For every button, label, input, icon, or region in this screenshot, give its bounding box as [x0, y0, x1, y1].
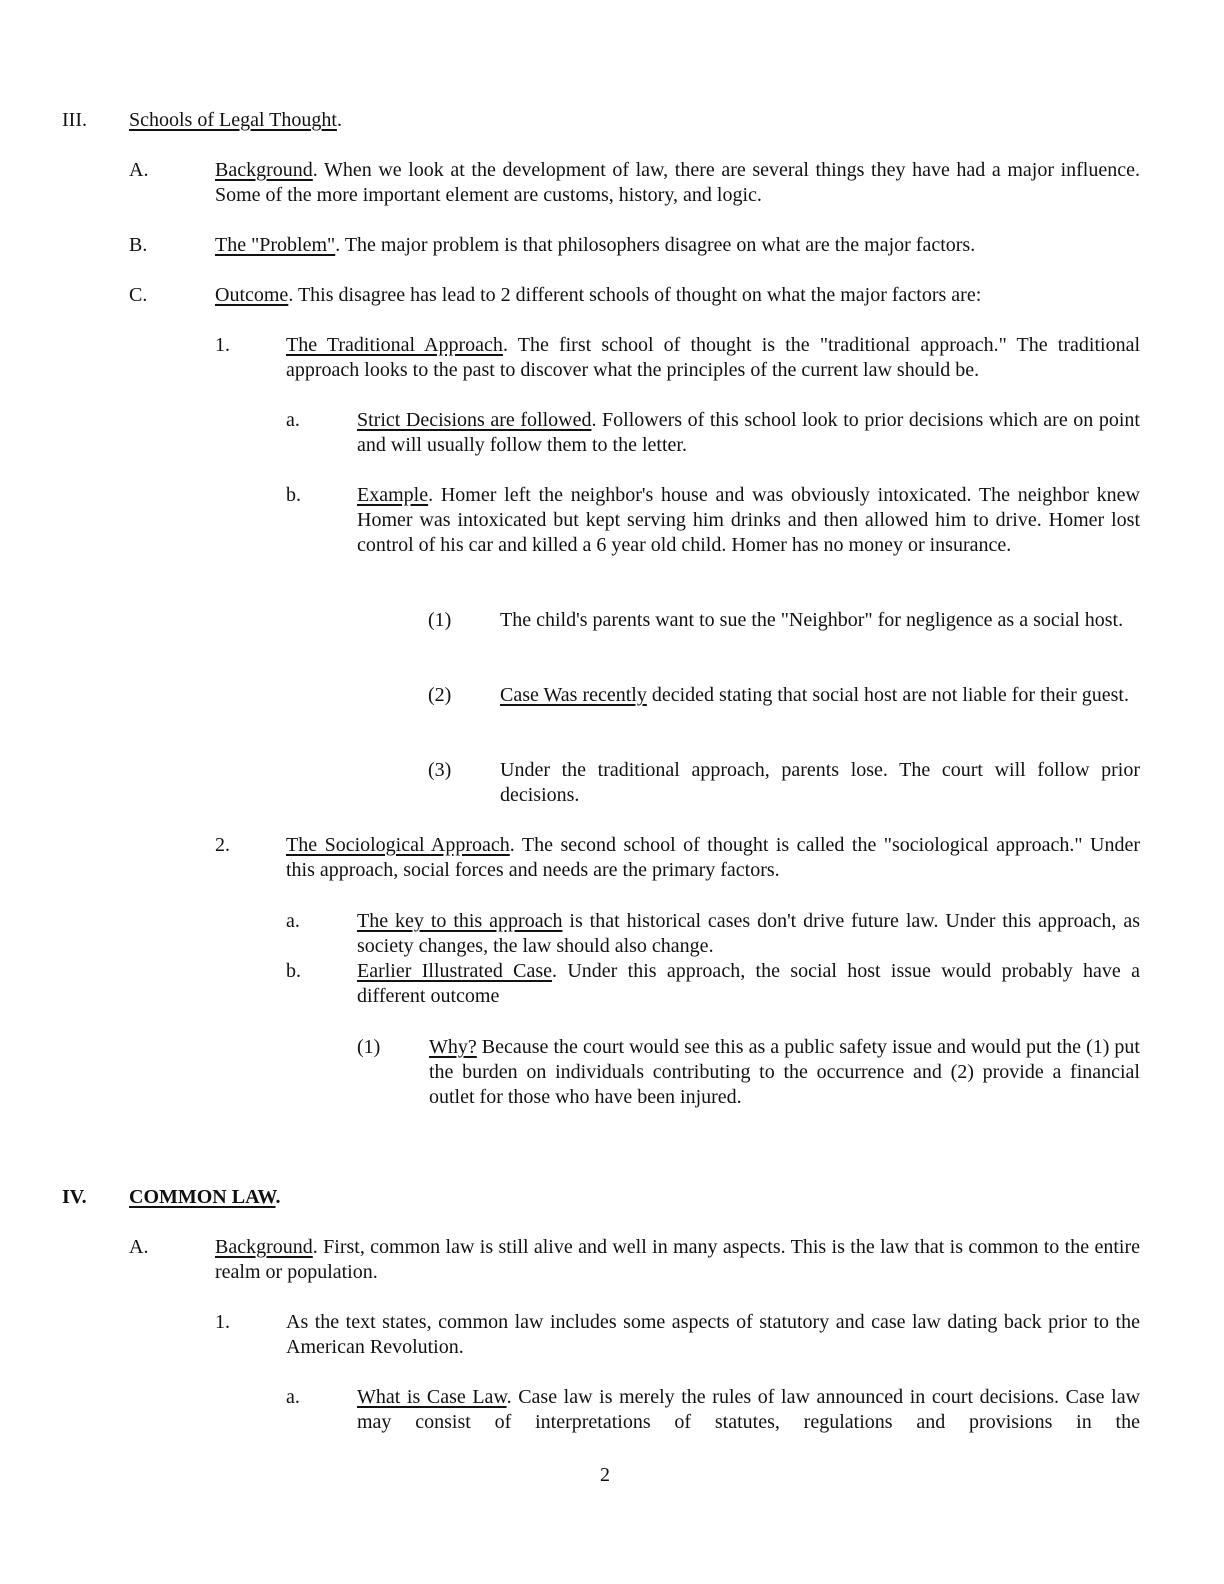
item-3c1b-1-text: The child's parents want to sue the "Neighbor" for negligence as a social host.	[500, 609, 1124, 631]
item-3c2b-paragraph	[357, 959, 1140, 1009]
item-3c-heading: Outcome	[215, 284, 289, 306]
item-3c1-label: 1.	[215, 334, 230, 356]
item-3a-label: A.	[129, 159, 149, 181]
item-3c1b-2-text: decided stating that social host are not liable for their guest.	[646, 684, 1129, 706]
item-3b-heading: The "Problem"	[215, 234, 336, 256]
item-3c2-paragraph	[286, 833, 1140, 883]
item-3b-label: B.	[129, 234, 148, 256]
item-3c1b-text: . Homer left the neighbor's house and was obviously intoxicated. The neighbor knew Homer was intoxicated but kept serving him drinks and then allowed him to drive. Homer lost control of his car and killed a 6 year old child. Homer has no money or insurance.	[357, 484, 1140, 556]
item-3c2-text: . The second school of thought is called the "sociological approach." Under this approach, social forces and needs are the primary factors.	[286, 834, 1140, 881]
item-3c2a-paragraph	[357, 909, 1140, 959]
item-3c-text: . This disagree has lead to 2 different schools of thought on what the major factors are:	[288, 284, 982, 306]
item-4a-heading: Background	[215, 1236, 313, 1258]
item-3c2a-heading: The key to this approach	[357, 910, 563, 932]
section-4-title-suffix: .	[275, 1186, 281, 1208]
item-3c2b-1-label: (1)	[357, 1036, 381, 1058]
item-3c2a-text: is that historical cases don't drive future law. Under this approach, as society changes, the law should also change.	[357, 910, 1140, 957]
item-3c1a-paragraph	[357, 408, 1140, 458]
item-4a1-text: As the text states, common law includes some aspects of statutory and case law dating back prior to the American Revolution.	[286, 1311, 1140, 1358]
section-4-numeral: IV.	[62, 1186, 87, 1208]
item-3b-text: . The major problem is that philosophers disagree on what are the major factors.	[335, 234, 976, 256]
item-4a-label: A.	[129, 1236, 149, 1258]
item-3c1b-3-text: Under the traditional approach, parents lose. The court will follow prior decisions.	[500, 759, 1140, 806]
item-3c1b-2-label: (2)	[428, 684, 452, 706]
item-3c1b-3-paragraph	[500, 758, 1140, 808]
section-3-heading	[129, 108, 729, 133]
section-4-heading	[129, 1185, 729, 1210]
item-4a1a-text: . Case law is merely the rules of law announced in court decisions. Case law may consist of interpretations of statutes, regulations and provisions in the	[357, 1386, 1141, 1433]
item-3c1b-label: b.	[286, 484, 301, 506]
item-3c2b-heading: Earlier Illustrated Case	[357, 960, 553, 982]
item-4a-paragraph	[215, 1235, 1140, 1285]
item-3c2b-1-paragraph	[429, 1035, 1140, 1110]
item-3c1b-heading: Example	[357, 484, 429, 506]
item-3c-paragraph	[215, 283, 1140, 308]
item-3c2-label: 2.	[215, 834, 230, 856]
item-3c1b-1-label: (1)	[428, 609, 452, 631]
item-3c2-heading: The Sociological Approach	[286, 834, 510, 856]
item-3c1a-text: . Followers of this school look to prior decisions which are on point and will usually follow them to the letter.	[357, 409, 1140, 456]
item-3c1b-2-paragraph	[500, 683, 1140, 708]
item-4a1a-label: a.	[286, 1386, 300, 1408]
item-3c1b-3-label: (3)	[428, 759, 452, 781]
page-number: 2	[600, 1464, 610, 1486]
item-3b-paragraph	[215, 233, 1140, 258]
item-4a1-paragraph	[286, 1310, 1140, 1360]
item-4a1-label: 1.	[215, 1311, 230, 1333]
section-4-title: COMMON LAW	[129, 1186, 276, 1208]
section-3-title: Schools of Legal Thought	[129, 109, 337, 131]
item-3c1b-1-paragraph	[500, 608, 1140, 633]
item-3c1a-heading: Strict Decisions are followed	[357, 409, 592, 431]
item-4a-text: . First, common law is still alive and well in many aspects. This is the law that is common to the entire realm or population.	[215, 1236, 1140, 1283]
section-3-title-suffix: .	[336, 109, 342, 131]
item-3c-label: C.	[129, 284, 148, 306]
item-3a-text: . When we look at the development of law, there are several things they have had a major influence. Some of the more important element are customs, history, and logic.	[215, 159, 1140, 206]
item-3c1b-paragraph	[357, 483, 1140, 558]
item-3c2b-text: . Under this approach, the social host issue would probably have a different outcome	[357, 960, 1140, 1007]
item-3c1a-label: a.	[286, 409, 300, 431]
item-3c2b-label: b.	[286, 960, 301, 982]
item-3c1b-2-heading: Case Was recently	[500, 684, 647, 706]
item-4a1a-heading: What is Case Law	[357, 1386, 507, 1408]
section-3-numeral: III.	[62, 109, 87, 131]
item-3a-heading: Background	[215, 159, 313, 181]
item-4a1a-paragraph	[357, 1385, 1140, 1435]
item-3c2a-label: a.	[286, 910, 300, 932]
item-3c2b-1-text: Because the court would see this as a public safety issue and would put the (1) put the burden on individuals contributing to the occurrence and (2) provide a financial outlet for those who have been injured.	[429, 1036, 1140, 1108]
item-3c1-heading: The Traditional Approach	[286, 334, 503, 356]
item-3c2b-1-heading: Why?	[429, 1036, 477, 1058]
item-3c1-paragraph	[286, 333, 1140, 383]
item-3a-paragraph	[215, 158, 1140, 208]
item-3c1-text: . The first school of thought is the "traditional approach." The traditional approach looks to the past to discover what the principles of the current law should be.	[286, 334, 1140, 381]
